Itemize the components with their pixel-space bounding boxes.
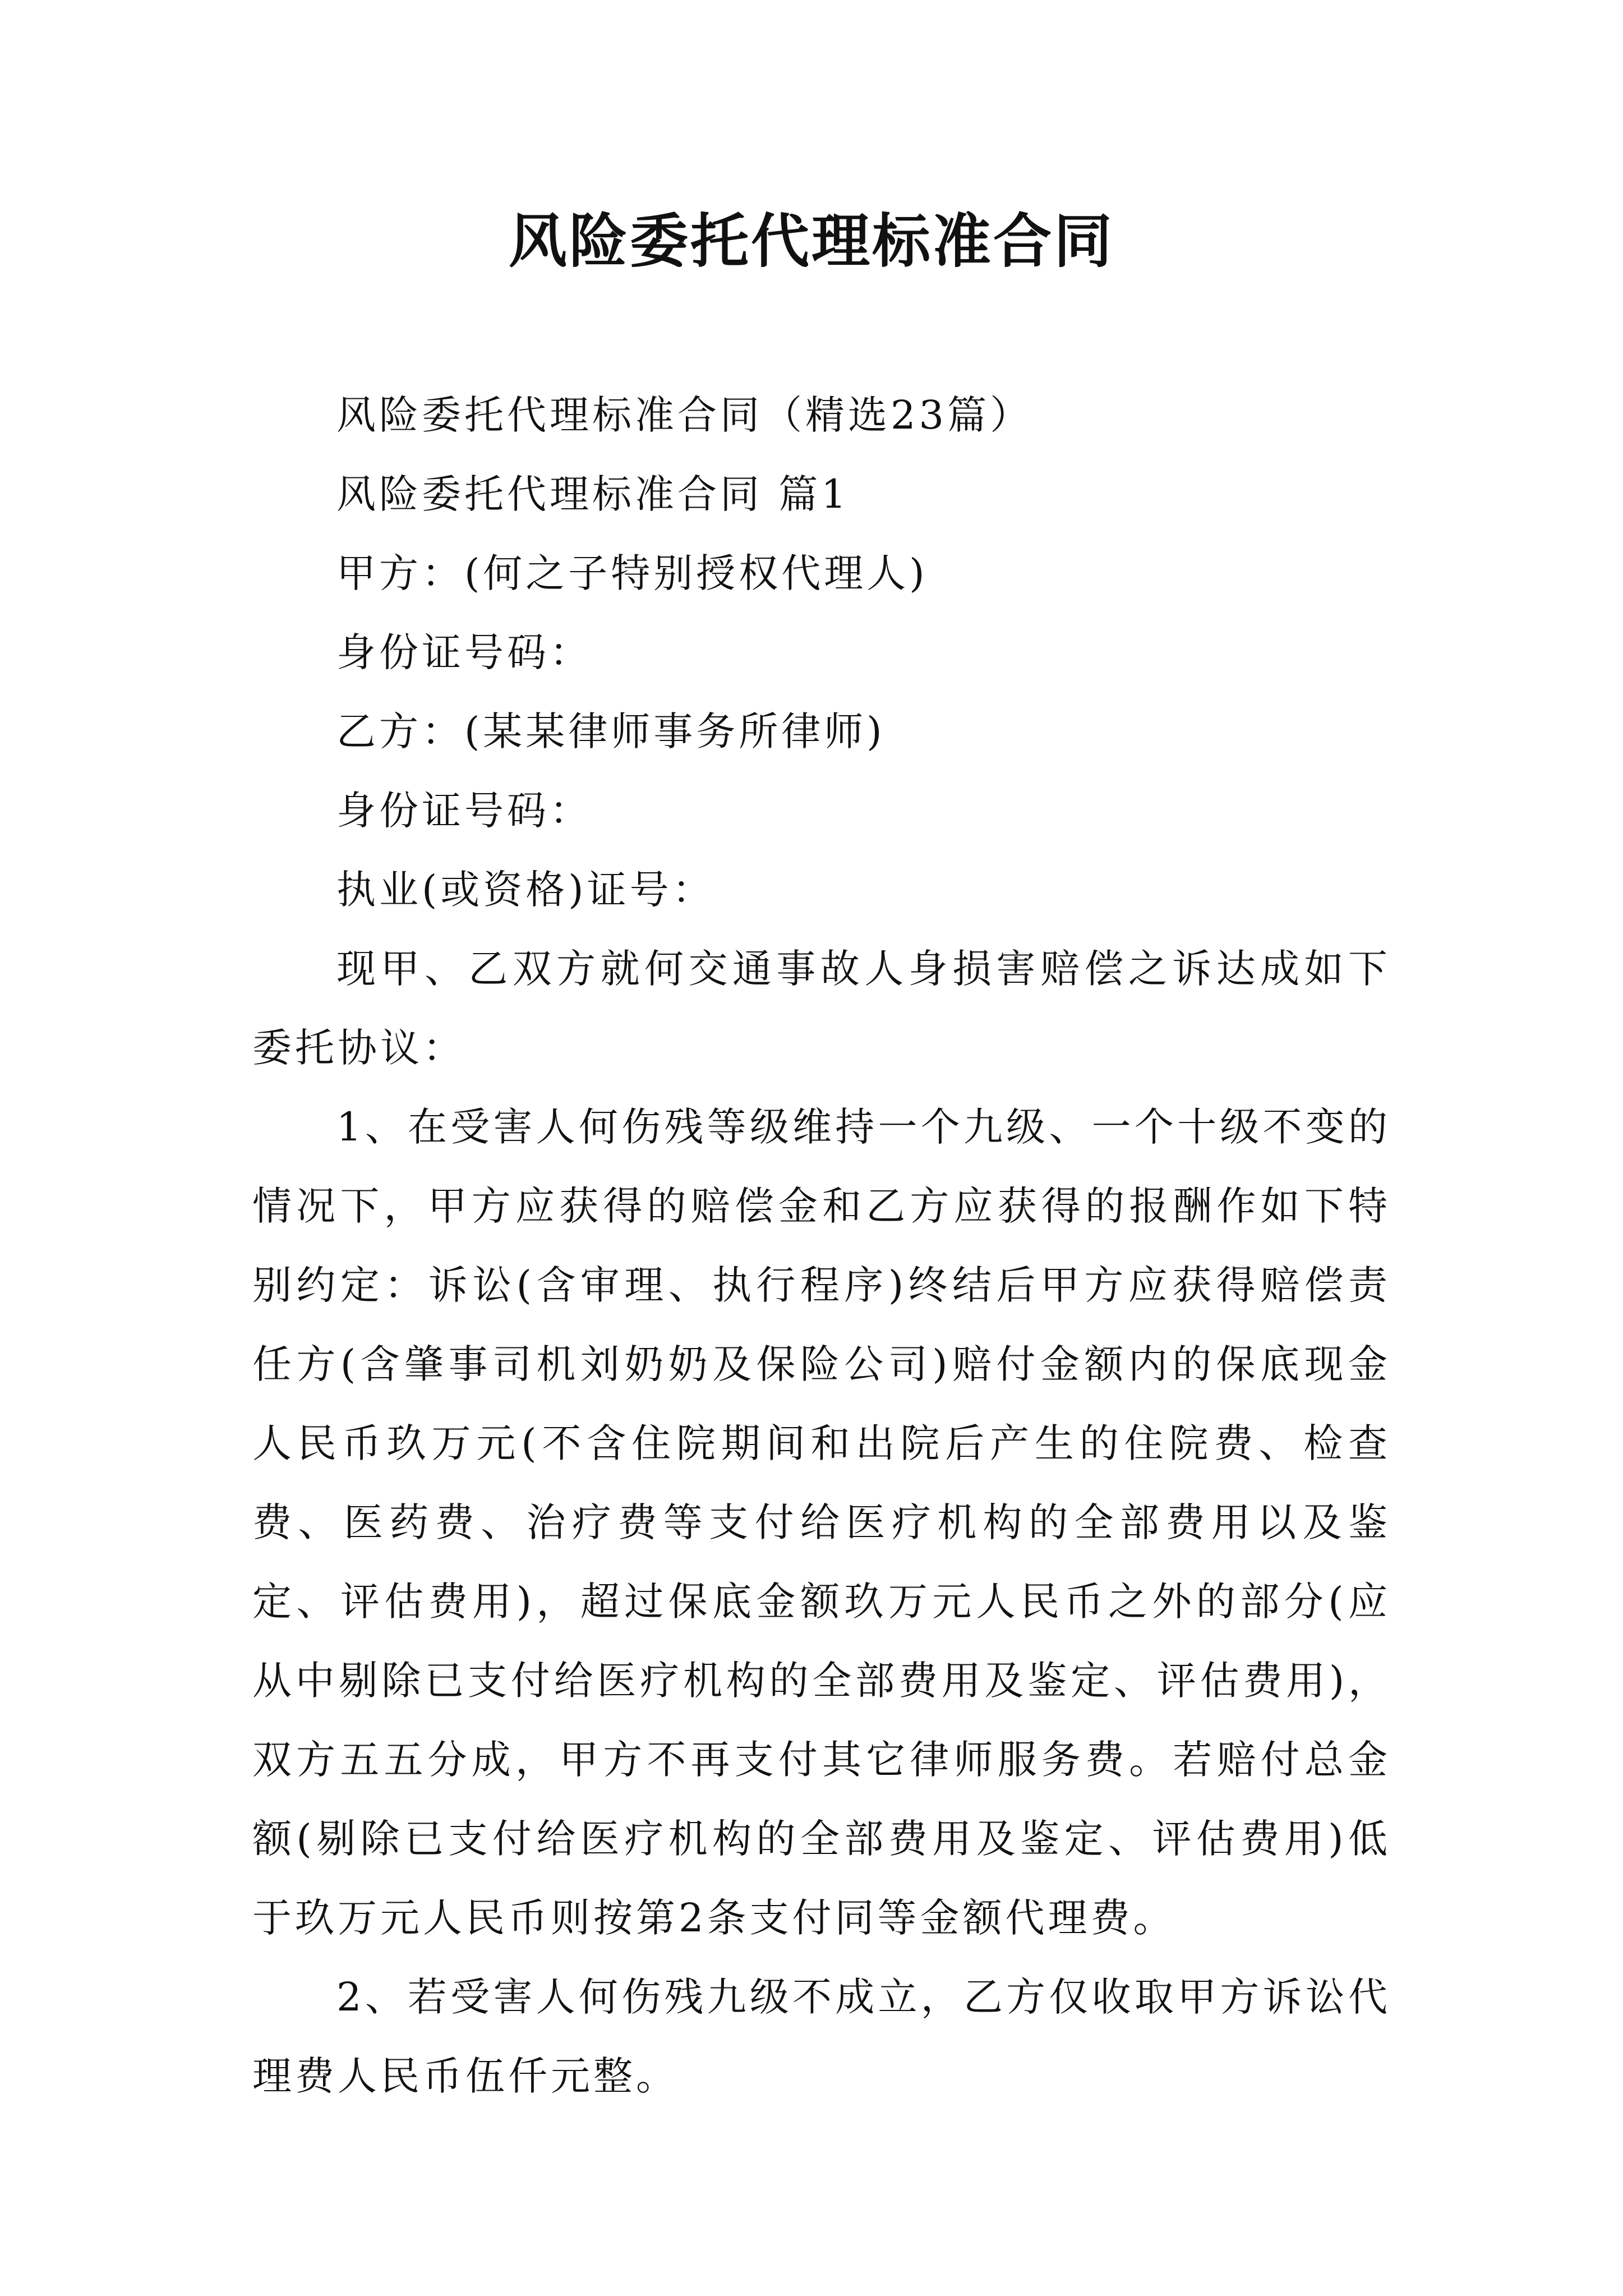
- party-a-line: 甲方：(何之子特别授权代理人): [336, 550, 928, 596]
- intro-paragraph: 现甲、乙双方就何交通事故人身损害赔偿之诉达成如下委托协议：: [252, 946, 1391, 1071]
- document-title: 风险委托代理标准合同: [508, 206, 1114, 275]
- subtitle-line: 风险委托代理标准合同（精选23篇）: [336, 392, 1033, 438]
- clause-1-paragraph: 1、在受害人何伤残等级维持一个九级、一个十级不变的情况下，甲方应获得的赔偿金和乙方应获得的报酬作如下特别约定：诉讼(含审理、执行程序)终结后甲方应获得赔偿责任方(含肇事司机刘奶奶及保险公司)赔付金额内的保底现金人民币玖万元(不含住院期间和出院后产生的住院费、检查费、医药费、治疗费等支付给医疗机构的全部费用以及鉴定、评估费用)，超过保底金额玖万元人民币之外的部分(应从中剔除已支付给医疗机构的全部费用及鉴定、评估费用)，双方五五分成，甲方不再支付其它律师服务费。若赔付总金额(剔除已支付给医疗机构的全部费用及鉴定、评估费用)低于玖万元人民币则按第2条支付同等金额代理费。: [252, 1104, 1391, 1941]
- party-a-id-line: 身份证号码：: [336, 629, 592, 675]
- party-b-line: 乙方：(某某律师事务所律师): [336, 708, 886, 754]
- practice-license-line: 执业(或资格)证号：: [336, 867, 715, 913]
- clause-2-paragraph: 2、若受害人何伤残九级不成立，乙方仅收取甲方诉讼代理费人民币伍仟元整。: [252, 1974, 1391, 2099]
- document-body: [252, 376, 1391, 2116]
- section-heading: 风险委托代理标准合同 篇1: [336, 471, 850, 517]
- party-b-id-line: 身份证号码：: [336, 788, 592, 834]
